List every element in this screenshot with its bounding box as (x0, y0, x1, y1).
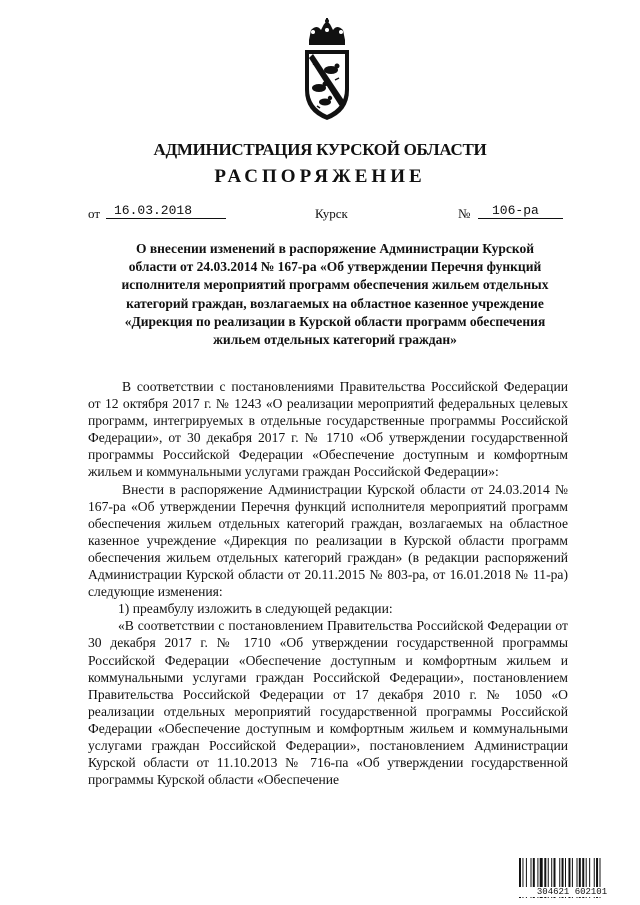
number-prefix: № (458, 206, 471, 221)
body-paragraph: Внести в распоряжение Администрации Курской области от 24.03.2014 № 167-ра «Об утверждении Перечня функций исполнителя мероприятий программ обеспечения жильем отдельных категорий граждан, возлагаемых на областное казенное учреждение «Дирекция по реализации в Курской области программ обеспечения жильем отдельных категорий граждан» (в редакции распоряжений Администрации Курской области от 20.11.2015 № 803-ра, от 16.01.2018 № 11-ра) следующие изменения: (88, 481, 568, 600)
document-date: 16.03.2018 (106, 203, 226, 219)
document-body (88, 378, 568, 788)
kursk-coat-of-arms-emblem (295, 18, 359, 122)
document-meta-row (0, 203, 640, 225)
date-prefix: от (88, 206, 101, 221)
subject-line: жильем отдельных категорий граждан» (213, 332, 457, 348)
barcode-number: 304621 602101 (519, 887, 625, 897)
document-city: Курск (315, 206, 348, 221)
document-subject (100, 240, 570, 349)
subject-line: О внесении изменений в распоряжение Администрации Курской (135, 241, 535, 256)
subject-line: «Дирекция по реализации в Курской области программ обеспечения (124, 313, 546, 329)
crown-icon (309, 18, 345, 45)
subject-line: области от 24.03.2014 № 167-ра «Об утверждении Перечня функций (128, 259, 542, 275)
document-type-title: РАСПОРЯЖЕНИЕ (214, 166, 426, 187)
subject-line: исполнителя мероприятий программ обеспечения жильем отдельных (121, 277, 549, 293)
subject-line: категорий граждан, возлагаемых на областное казенное учреждение (126, 295, 544, 311)
body-paragraph: «В соответствии с постановлением Правительства Российской Федерации от 30 декабря 2017 г. № 1710 «Об утверждении государственной программы Российской Федерации «Обеспечение доступным и комфортным жильем и коммунальными услугами граждан Российской Федерации», постановлением Правительства Российской Федерации от 17 декабря 2010 г. № 1050 «О реализации отдельных мероприятий государственной программы Российской Федерации «Обеспечение доступным и комфортным жильем и коммунальными услугами граждан Российской Федерации», постановлением Администрации Курской области от 11.10.2013 № 716-па «Об утверждении государственной программы Курской области «Обеспечение (88, 618, 568, 788)
organization-title: АДМИНИСТРАЦИЯ КУРСКОЙ ОБЛАСТИ (153, 140, 487, 159)
body-paragraph: 1) преамбулу изложить в следующей редакции: (118, 601, 393, 617)
shield-icon (305, 50, 349, 120)
body-paragraph: В соответствии с постановлениями Правительства Российской Федерации от 12 октября 2017 г. № 1243 «О реализации мероприятий федеральных целевых программ, интегрируемых в отдельные государственные программы Российской Федерации», от 30 декабря 2017 г. № 1710 «Об утверждении государственной программы Российской Федерации «Обеспечение доступным и комфортным жильем и коммунальными услугами граждан Российской Федерации»: (88, 379, 568, 480)
document-number: 106-ра (478, 203, 563, 219)
